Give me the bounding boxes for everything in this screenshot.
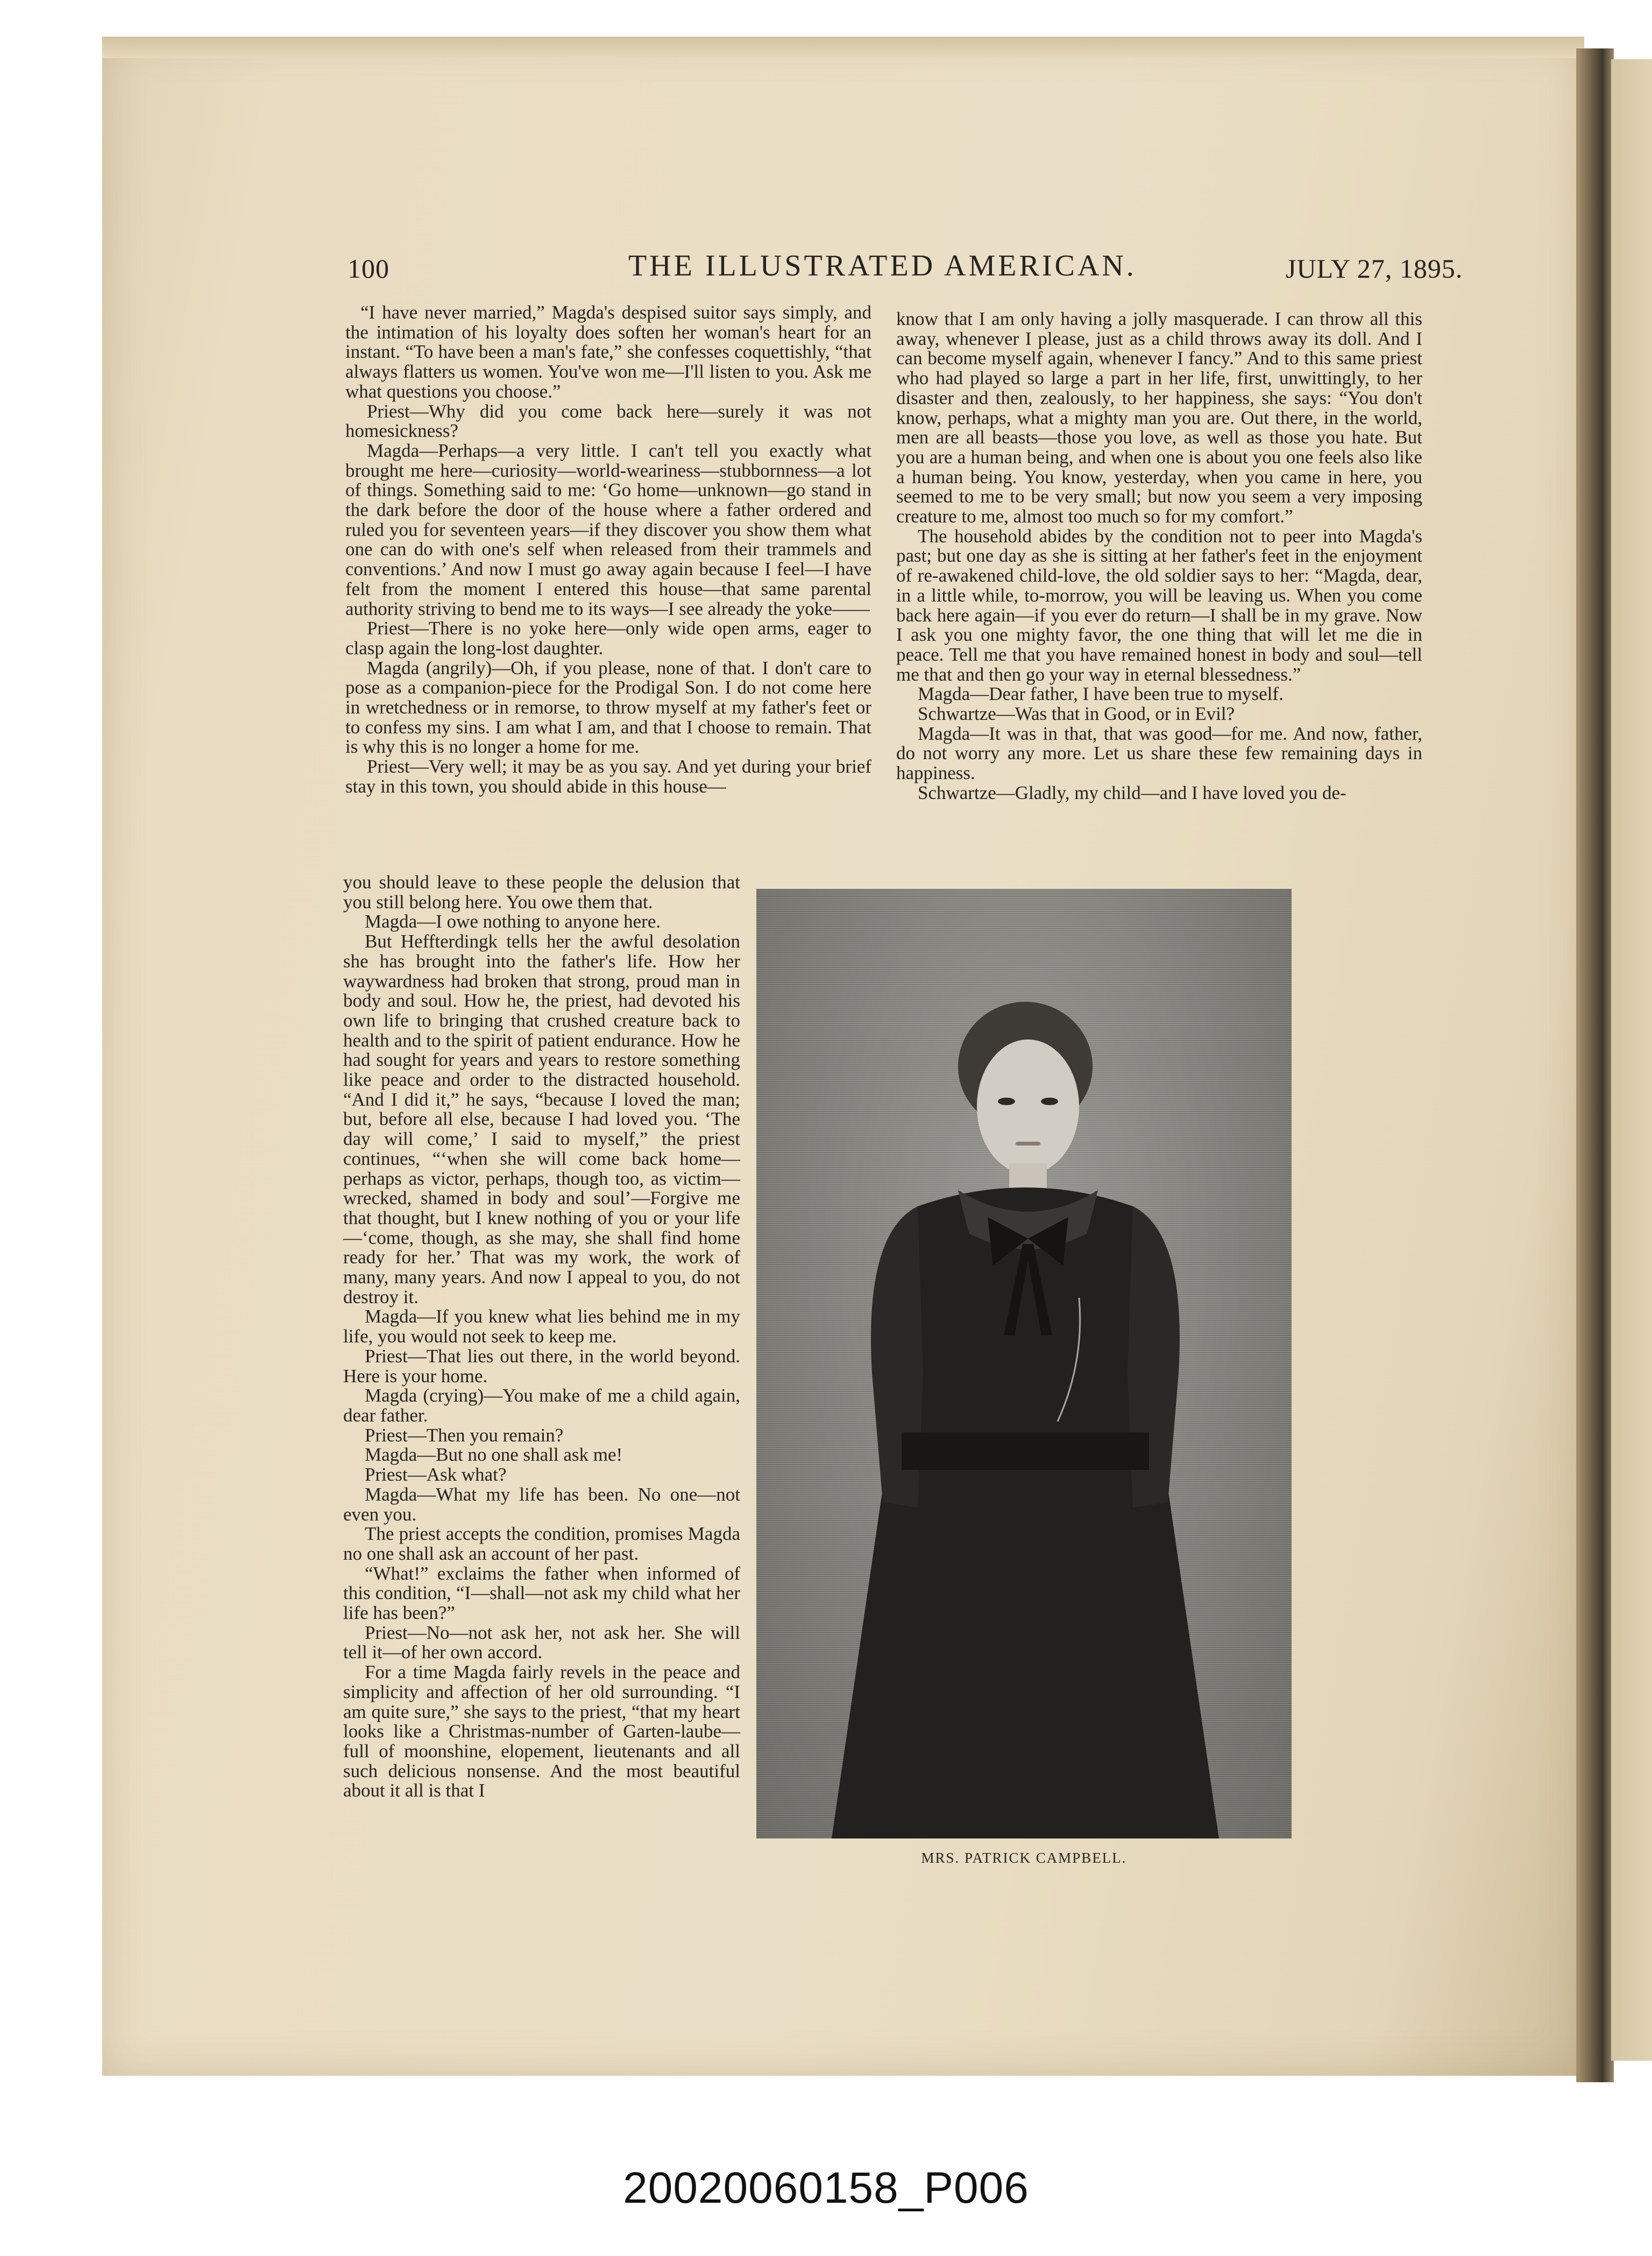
paragraph: Priest—No—not ask her, not ask her. She will tell it—of her own accord. <box>343 1622 740 1663</box>
article-left-column <box>345 303 871 797</box>
portrait-figure <box>756 889 1292 1838</box>
paragraph: Schwartze—Gladly, my child—and I have loved you de- <box>918 782 1346 803</box>
paragraph: Priest—Why did you come back here—surely it was not homesickness? <box>345 400 871 442</box>
facing-page-edge <box>1611 59 1652 2061</box>
paragraph: Priest—There is no yoke here—only wide open arms, eager to clasp again the long-lost daughter. <box>345 618 871 659</box>
paragraph: “What!” exclaims the father when informed of this condition, “I—shall—not ask my child what her life has been?” <box>343 1562 740 1624</box>
issue-date: JULY 27, 1895. <box>1286 253 1463 284</box>
paragraph: Magda—Dear father, I have been true to myself. <box>918 683 1284 705</box>
paragraph: Priest—That lies out there, in the world beyond. Here is your home. <box>343 1345 740 1387</box>
paragraph: For a time Magda fairly revels in the peace and simplicity and affection of her old surrounding. “I am quite sure,” she says to the priest, “that my heart looks like a Christmas-number of Garten-laube—full of moonshine, elopement, lieutenants and all such delicious nonsense. And the most beautiful about it all is that I <box>343 1661 740 1801</box>
paragraph: The priest accepts the condition, promises Magda no one shall ask an account of her past. <box>343 1523 740 1564</box>
paragraph: Schwartze—Was that in Good, or in Evil? <box>918 703 1235 725</box>
photo-caption: MRS. PATRICK CAMPBELL. <box>921 1850 1127 1866</box>
paragraph: know that I am only having a jolly masquerade. I can throw all this away, whenever I please, just as a child throws away its doll. And I can become myself again, whenever I fancy.” And to this same priest who had played so large a part in her life, first, unwittingly, to her disaster and then, zealously, to her happiness, she says: “You don't know, perhaps, what a mighty man you are. Out there, in the world, men are all beasts—those you love, as well as those you hate. But you are a human being, and when one is about you one feels also like a human being. You know, yesterday, when you came in here, you seemed to me to be very small; but now you seem a very imposing creature to me, almost too much so for my comfort.” <box>896 308 1422 527</box>
archive-identifier: 20020060158_P006 <box>623 2163 1029 2212</box>
paragraph: Magda—What my life has been. No one—not even you. <box>343 1483 740 1525</box>
paragraph: Magda—It was in that, that was good—for me. And now, father, do not worry any more. Let us share these few remaining days in happiness. <box>896 723 1422 784</box>
paragraph: “I have never married,” Magda's despised suitor says simply, and the intimation of his loyalty does soften her woman's heart for an instant. “To have been a man's fate,” she confesses coquettishly, “that always flatters us women. You've won me—I'll listen to you. Ask me what questions you choose.” <box>345 302 871 402</box>
masthead-title: THE ILLUSTRATED AMERICAN. <box>628 249 1137 282</box>
page-top-edge <box>102 37 1584 58</box>
paragraph: Magda (crying)—You make of me a child again, dear father. <box>343 1385 740 1426</box>
paragraph: Magda—Perhaps—a very little. I can't tell you exactly what brought me here—curiosity—world-weariness—stubbornness—a lot of things. Something said to me: ‘Go home—unknown—go stand in the dark before the door of the house where a father ordered and ruled you for seventeen years—if they discover you show them what one can do with one's self when released from their trammels and conventions.’ And now I must go away again because I feel—I have felt from the moment I entered this house—that same parental authority striving to bend me to its ways—I see already the yoke—— <box>345 440 871 619</box>
paragraph: Magda—I owe nothing to anyone here. <box>365 911 661 932</box>
paragraph: Priest—Very well; it may be as you say. And yet during your brief stay in this town, you should abide in this house— <box>345 756 871 797</box>
page-number: 100 <box>348 253 389 284</box>
article-right-column <box>896 309 1422 803</box>
paragraph: But Heffterdingk tells her the awful desolation she has brought into the father's life. How her waywardness had broken that strong, proud man in body and soul. How he, the priest, had devoted his own life to bringing that crushed creature back to health and to the spirit of patient endurance. How he had sought for years and years to restore something like peace and order to the distracted household. “And I did it,” he says, “because I loved the man; but, before all else, because I had loved you. ‘The day will come,’ I said to myself,” the priest continues, “‘when she will come back home—perhaps as victor, perhaps, though too, as victim—wrecked, shamed in body and soul’—Forgive me that thought, but I knew nothing of you or your life—‘come, though, as she may, she shall find home ready for her.’ That was my work, the work of many, many years. And now I appeal to you, do not destroy it. <box>343 931 740 1307</box>
paragraph: Magda (angrily)—Oh, if you please, none of that. I don't care to pose as a companion-piece for the Prodigal Son. I do not come here in wretchedness or in remorse, to throw myself at my father's feet or to confess my sins. I am what I am, and that I choose to remain. That is why this is no longer a home for me. <box>345 657 871 758</box>
page-fold-shadow <box>1576 48 1614 2082</box>
article-left-narrow-column <box>343 873 740 1801</box>
paragraph: Magda—But no one shall ask me! <box>365 1444 623 1466</box>
portrait-photograph <box>756 889 1292 1838</box>
paragraph: Priest—Ask what? <box>365 1464 507 1486</box>
paragraph: The household abides by the condition not to peer into Magda's past; but one day as she is sitting at her father's feet in the enjoyment of re-awakened child-love, the old soldier says to her: “Magda, dear, in a little while, to-morrow, you will be leaving us. When you come back here again—if you ever do return—I shall be in my grave. Now I ask you one mighty favor, the one thing that will let me die in peace. Tell me that you have remained honest in body and soul—tell me that and then go your way in eternal blessedness.” <box>896 525 1422 685</box>
paragraph: you should leave to these people the delusion that you still belong here. You owe them that. <box>343 872 740 913</box>
paragraph: Priest—Then you remain? <box>365 1424 564 1446</box>
paragraph: Magda—If you knew what lies behind me in my life, you would not seek to keep me. <box>343 1306 740 1347</box>
